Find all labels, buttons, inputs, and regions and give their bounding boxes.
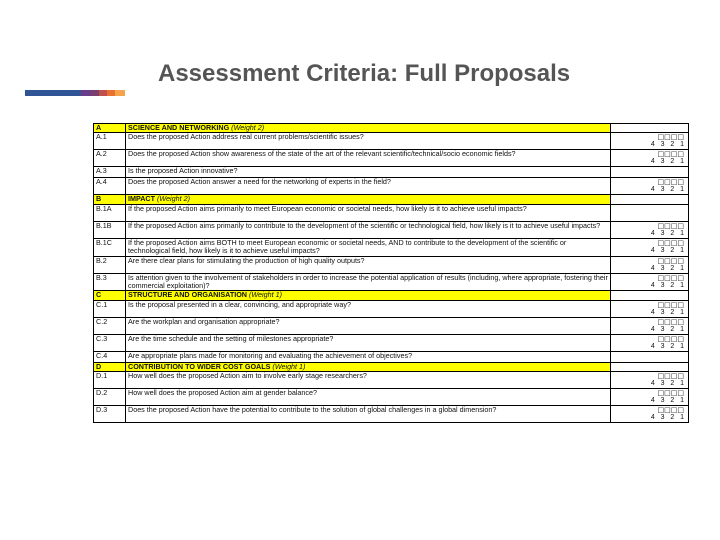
criterion-code: C bbox=[94, 291, 126, 300]
criterion-code: D.1 bbox=[94, 372, 126, 389]
criterion-code: A.1 bbox=[94, 133, 126, 150]
score-cell-empty bbox=[611, 291, 689, 300]
criterion-question: If the proposed Action aims primarily to meet European economic or societal needs, how likely is it to achieve useful impacts? bbox=[126, 204, 611, 221]
criterion-question: Are the time schedule and the setting of milestones appropriate? bbox=[126, 334, 611, 351]
criterion-question: If the proposed Action aims primarily to contribute to the development of the scientific or technological field, how likely is it to achieve useful impacts? bbox=[126, 221, 611, 238]
accent-bar-segment bbox=[25, 90, 39, 96]
criterion-code: C.3 bbox=[94, 334, 126, 351]
criterion-row bbox=[94, 300, 689, 317]
criterion-question: If the proposed Action aims BOTH to meet European economic or societal needs, AND to contribute to the development of the scientific or technological field, how likely is it to achieve useful impacts? bbox=[126, 238, 611, 256]
score-cell bbox=[611, 133, 689, 150]
accent-bar-segment bbox=[91, 90, 99, 96]
score-cell bbox=[611, 334, 689, 351]
score-cell-empty bbox=[611, 124, 689, 133]
section-row bbox=[94, 124, 689, 133]
score-scale-numbers: 4 3 2 1 bbox=[650, 141, 684, 149]
score-scale-numbers: 4 3 2 1 bbox=[650, 325, 684, 333]
score-scale-numbers: 4 3 2 1 bbox=[650, 246, 684, 254]
score-scale-numbers: 4 3 2 1 bbox=[650, 229, 684, 237]
criterion-row bbox=[94, 372, 689, 389]
criterion-question: Does the proposed Action address real current problems/scientific issues? bbox=[126, 133, 611, 150]
criterion-row bbox=[94, 406, 689, 423]
criterion-code: B.1C bbox=[94, 238, 126, 256]
criterion-question: How well does the proposed Action aim to involve early stage researchers? bbox=[126, 372, 611, 389]
score-cell bbox=[611, 389, 689, 406]
criterion-question: Does the proposed Action have the potential to contribute to the solution of global challenges in a global dimension? bbox=[126, 406, 611, 423]
criterion-code: B.3 bbox=[94, 273, 126, 291]
score-checkboxes[interactable]: □□□□ bbox=[657, 406, 684, 415]
criterion-code: B.2 bbox=[94, 256, 126, 273]
section-title: SCIENCE AND NETWORKING bbox=[128, 123, 230, 132]
criterion-row bbox=[94, 204, 689, 221]
criterion-row bbox=[94, 221, 689, 238]
slide-title: Assessment Criteria: Full Proposals bbox=[158, 60, 571, 87]
criterion-row bbox=[94, 389, 689, 406]
criterion-code: C.4 bbox=[94, 351, 126, 362]
score-cell bbox=[611, 351, 689, 362]
criterion-code: B.1B bbox=[94, 221, 126, 238]
accent-bar-segment bbox=[107, 90, 115, 96]
score-scale-numbers: 4 3 2 1 bbox=[650, 281, 684, 289]
score-checkboxes[interactable]: □□□□ bbox=[657, 178, 684, 187]
score-cell bbox=[611, 178, 689, 195]
score-cell bbox=[611, 256, 689, 273]
section-weight: (Weight 1) bbox=[249, 290, 283, 300]
score-checkboxes[interactable]: □□□□ bbox=[657, 273, 684, 282]
accent-bar-segment bbox=[39, 90, 53, 96]
score-scale-numbers: 4 3 2 1 bbox=[650, 342, 684, 350]
score-cell bbox=[611, 372, 689, 389]
score-cell bbox=[611, 167, 689, 178]
criterion-row bbox=[94, 256, 689, 273]
accent-bar-segment bbox=[53, 90, 67, 96]
assessment-criteria-table bbox=[93, 123, 689, 423]
accent-bar-segment bbox=[67, 90, 81, 96]
score-scale-numbers: 4 3 2 1 bbox=[650, 380, 684, 388]
criterion-code: C.1 bbox=[94, 300, 126, 317]
criterion-question: Are appropriate plans made for monitoring and evaluating the achievement of objectives? bbox=[126, 351, 611, 362]
score-cell bbox=[611, 204, 689, 221]
score-checkboxes[interactable]: □□□□ bbox=[657, 334, 684, 343]
score-cell bbox=[611, 317, 689, 334]
criterion-row bbox=[94, 351, 689, 362]
score-cell-empty bbox=[611, 362, 689, 371]
score-scale-numbers: 4 3 2 1 bbox=[650, 158, 684, 166]
score-checkboxes[interactable]: □□□□ bbox=[657, 221, 684, 230]
criterion-question: How well does the proposed Action aim at gender balance? bbox=[126, 389, 611, 406]
section-weight: (Weight 2) bbox=[231, 123, 265, 132]
score-cell bbox=[611, 238, 689, 256]
score-checkboxes[interactable]: □□□□ bbox=[657, 133, 684, 142]
score-checkboxes[interactable]: □□□□ bbox=[657, 317, 684, 326]
criterion-row bbox=[94, 334, 689, 351]
criterion-code: A.3 bbox=[94, 167, 126, 178]
score-scale-numbers: 4 3 2 1 bbox=[650, 414, 684, 422]
criterion-code: C.2 bbox=[94, 317, 126, 334]
score-cell bbox=[611, 221, 689, 238]
accent-bar-segment bbox=[99, 90, 107, 96]
section-title: IMPACT bbox=[128, 194, 156, 204]
section-label bbox=[126, 362, 611, 371]
criterion-code: A bbox=[94, 124, 126, 133]
score-cell-empty bbox=[611, 195, 689, 204]
score-scale-numbers: 4 3 2 1 bbox=[650, 186, 684, 194]
score-cell bbox=[611, 300, 689, 317]
score-checkboxes[interactable]: □□□□ bbox=[657, 300, 684, 309]
section-weight: (Weight 2) bbox=[157, 194, 191, 204]
accent-bar bbox=[25, 90, 125, 96]
score-checkboxes[interactable]: □□□□ bbox=[657, 389, 684, 398]
score-scale-numbers: 4 3 2 1 bbox=[650, 397, 684, 405]
criterion-code: B bbox=[94, 195, 126, 204]
criterion-code: A.2 bbox=[94, 150, 126, 167]
criterion-question: Does the proposed Action show awareness of the state of the art of the relevant scientific/technical/socio economic fields? bbox=[126, 150, 611, 167]
section-weight: (Weight 1) bbox=[272, 362, 306, 371]
criterion-row bbox=[94, 317, 689, 334]
section-title: STRUCTURE AND ORGANISATION bbox=[128, 290, 247, 300]
criterion-code: A.4 bbox=[94, 178, 126, 195]
score-checkboxes[interactable]: □□□□ bbox=[657, 372, 684, 381]
section-row bbox=[94, 362, 689, 371]
score-cell bbox=[611, 150, 689, 167]
criterion-row bbox=[94, 238, 689, 256]
section-label bbox=[126, 195, 611, 204]
score-checkboxes[interactable]: □□□□ bbox=[657, 238, 684, 247]
section-row bbox=[94, 195, 689, 204]
section-label bbox=[126, 124, 611, 133]
accent-bar-segment bbox=[81, 90, 91, 96]
criterion-row bbox=[94, 178, 689, 195]
criterion-code: D.2 bbox=[94, 389, 126, 406]
criterion-question: Is the proposal presented in a clear, convincing, and appropriate way? bbox=[126, 300, 611, 317]
accent-bar-segment bbox=[115, 90, 125, 96]
criterion-code: D.3 bbox=[94, 406, 126, 423]
score-checkboxes[interactable]: □□□□ bbox=[657, 150, 684, 159]
score-cell bbox=[611, 406, 689, 423]
criterion-question: Is the proposed Action innovative? bbox=[126, 167, 611, 178]
criterion-row bbox=[94, 273, 689, 291]
criterion-row bbox=[94, 167, 689, 178]
criterion-question: Is attention given to the involvement of stakeholders in order to increase the potential application of results (including, where appropriate, fostering their commercial exploitation)? bbox=[126, 273, 611, 291]
criterion-question: Are the workplan and organisation appropriate? bbox=[126, 317, 611, 334]
criterion-row bbox=[94, 150, 689, 167]
score-scale-numbers: 4 3 2 1 bbox=[650, 308, 684, 316]
section-label bbox=[126, 291, 611, 300]
section-row bbox=[94, 291, 689, 300]
score-scale-numbers: 4 3 2 1 bbox=[650, 264, 684, 272]
score-checkboxes[interactable]: □□□□ bbox=[657, 256, 684, 265]
criterion-code: D bbox=[94, 362, 126, 371]
criterion-code: B.1A bbox=[94, 204, 126, 221]
criterion-question: Are there clear plans for stimulating the production of high quality outputs? bbox=[126, 256, 611, 273]
criterion-question: Does the proposed Action answer a need for the networking of experts in the field? bbox=[126, 178, 611, 195]
criterion-row bbox=[94, 133, 689, 150]
section-title: CONTRIBUTION TO WIDER COST GOALS bbox=[128, 362, 271, 371]
score-cell bbox=[611, 273, 689, 291]
